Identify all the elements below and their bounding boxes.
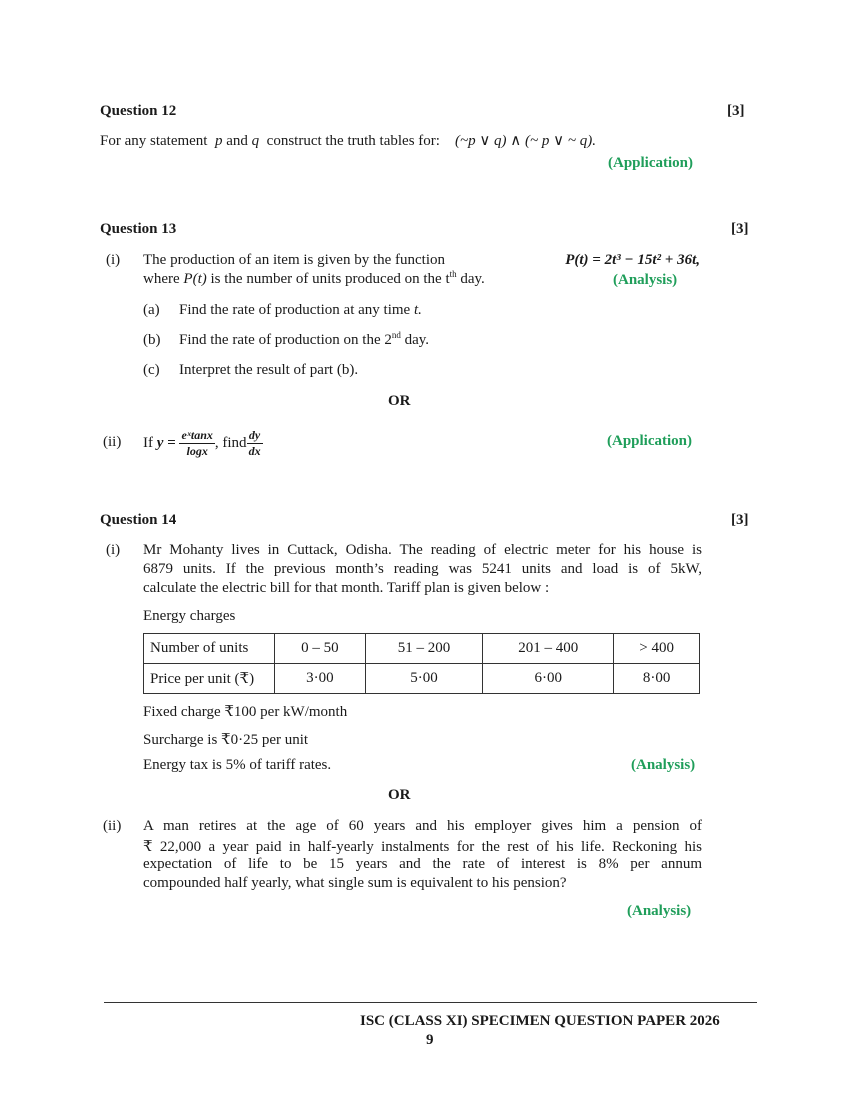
table-cell: 3·00 (275, 664, 366, 694)
question-14-heading: Question 14 (100, 512, 177, 528)
q13-sub-a-text (179, 302, 422, 319)
q14-or: OR (388, 787, 411, 803)
q13-a-text: Find the rate of production at any time (179, 302, 411, 318)
q13-part-i-line2 (143, 271, 485, 288)
question-12-text (100, 131, 596, 150)
q13-ii-numerator: eˣtanx (181, 427, 213, 442)
q13-i-function: P(t) = 2t³ − 15t² + 36t, (565, 252, 700, 268)
q12-var-q: q (251, 133, 260, 149)
q13-i-where: where (143, 271, 180, 287)
q13-i-day: day. (460, 271, 485, 287)
q14-ii-line2: ₹ 22,000 a year paid in half-yearly instalments for the rest of his life. Reckoning his (143, 839, 702, 855)
table-cell: 5·00 (365, 664, 483, 694)
q13-b-text: Find the rate of production on the 2 (179, 332, 392, 348)
q14-part-ii-tag: (Analysis) (627, 903, 692, 919)
q13-ii-find: , find (214, 434, 247, 451)
q14-energy-charges-label: Energy charges (143, 608, 236, 624)
table-cell: 201 – 400 (483, 634, 614, 664)
q13-or: OR (388, 393, 411, 409)
q13-part-ii-label: (ii) (103, 434, 122, 450)
q14-part-i-tag: (Analysis) (631, 757, 696, 773)
q13-sub-b-text (179, 332, 429, 349)
q13-sub-c-label: (c) (143, 362, 160, 378)
q13-i-text: The production of an item is given by the function (143, 252, 446, 268)
footer-title: ISC (CLASS XI) SPECIMEN QUESTION PAPER 2026 (360, 1013, 720, 1029)
q13-part-i-label: (i) (106, 252, 121, 268)
q14-fixed-charge: Fixed charge ₹100 per kW/month (143, 704, 348, 720)
q14-i-line2: 6879 units. If the previous month’s reading was 5241 units and load is of 5kW, (143, 561, 702, 577)
q14-ii-line1: A man retires at the age of 60 years and his employer gives him a pension of (143, 818, 702, 834)
question-12-marks: [3] (727, 103, 745, 119)
question-13-heading: Question 13 (100, 221, 177, 237)
footer-divider (104, 1002, 757, 1003)
q12-and: and (226, 133, 248, 149)
q12-text-a: For any statement (100, 133, 208, 149)
q13-sub-b-label: (b) (143, 332, 161, 348)
question-12-tag: (Application) (608, 155, 694, 171)
q13-sub-a-label: (a) (143, 302, 160, 318)
q13-ii-derivative (247, 428, 263, 459)
question-12-heading: Question 12 (100, 103, 177, 119)
q13-b-text2: day. (404, 332, 430, 348)
q12-var-p: p (214, 133, 223, 149)
page-number: 9 (426, 1032, 434, 1048)
q13-ii-y: y = (156, 434, 176, 451)
q13-ii-dx: dx (248, 443, 261, 458)
q13-sub-c-text: Interpret the result of part (b). (179, 362, 359, 378)
q14-i-line3: calculate the electric bill for that month. Tariff plan is given below : (143, 580, 550, 596)
q13-ii-denominator: logx (186, 443, 208, 458)
q13-a-var: t. (413, 302, 422, 318)
table-cell: > 400 (614, 634, 700, 664)
q14-i-line1: Mr Mohanty lives in Cuttack, Odisha. The reading of electric meter for his house is (143, 542, 702, 558)
q13-ii-if: If (143, 434, 153, 451)
q13-i-pt: P(t) (183, 271, 207, 287)
question-13-marks: [3] (731, 221, 749, 237)
q13-ii-fraction (179, 428, 214, 459)
q13-ii-dy: dy (247, 428, 263, 444)
q14-ii-line3: expectation of life to be 15 years and the rate of interest is 8% per annum (143, 856, 702, 872)
q14-part-ii-label: (ii) (103, 818, 122, 834)
q14-ii-line4: compounded half yearly, what single sum is equivalent to his pension? (143, 875, 567, 891)
table-row (144, 664, 700, 694)
q12-expression: (~p ∨ q) ∧ (~ p ∨ ~ q). (454, 133, 596, 149)
q14-part-i-label: (i) (106, 542, 121, 558)
question-14-marks: [3] (731, 512, 749, 528)
q13-part-i-tag: (Analysis) (613, 272, 678, 288)
q12-text-b: construct the truth tables for: (266, 133, 440, 149)
q13-b-sup: nd (391, 330, 401, 340)
q14-surcharge: Surcharge is ₹0·25 per unit (143, 732, 309, 748)
table-row (144, 634, 700, 664)
table-cell: 8·00 (614, 664, 700, 694)
q13-i-th: th (449, 269, 457, 279)
q13-part-ii-text (143, 423, 263, 463)
tariff-table (143, 633, 700, 694)
table-cell: Price per unit (₹) (144, 664, 275, 694)
q13-i-desc: is the number of units produced on the t (210, 271, 450, 287)
table-cell: 6·00 (483, 664, 614, 694)
table-cell: 0 – 50 (275, 634, 366, 664)
table-cell: 51 – 200 (365, 634, 483, 664)
q13-part-i-line1 (143, 252, 700, 269)
q14-energy-tax: Energy tax is 5% of tariff rates. (143, 757, 332, 773)
q13-part-ii-tag: (Application) (607, 433, 693, 449)
table-cell: Number of units (144, 634, 275, 664)
